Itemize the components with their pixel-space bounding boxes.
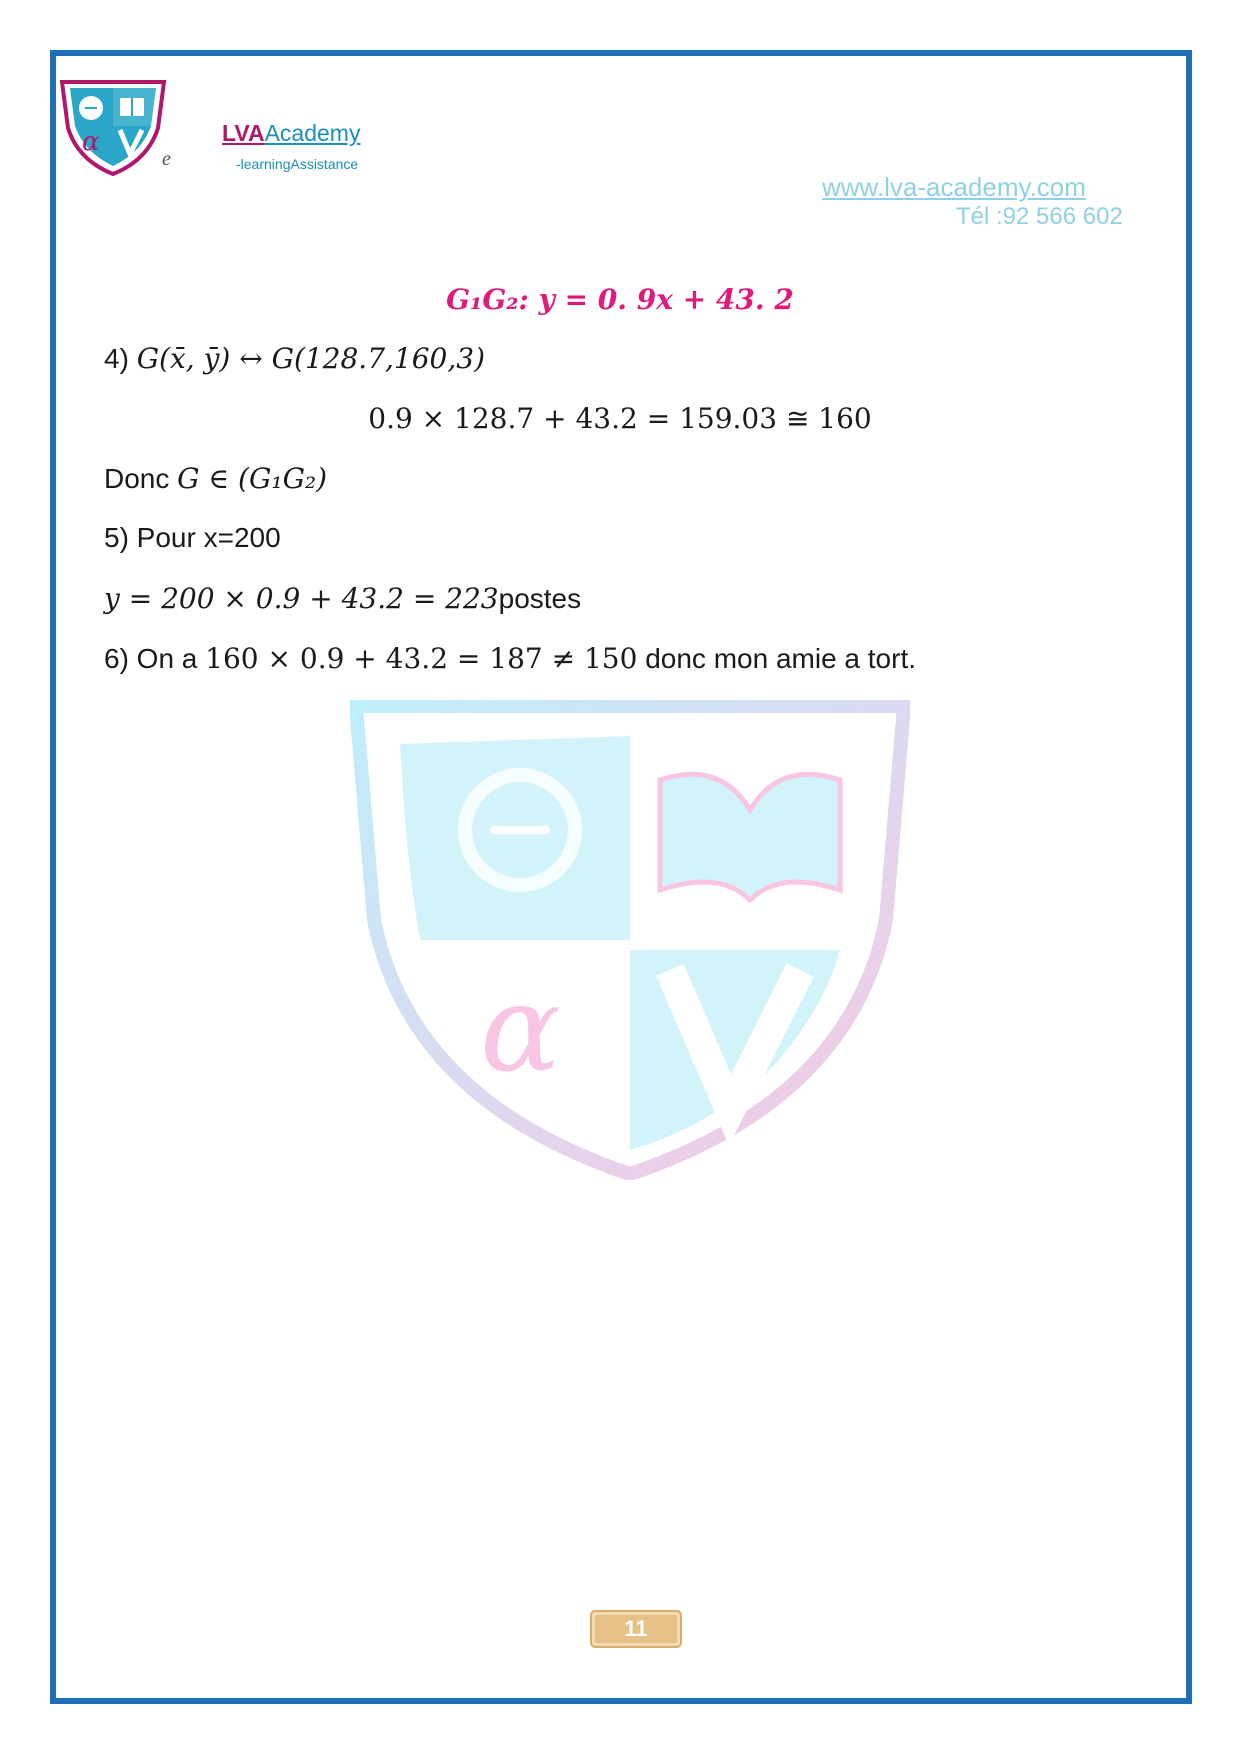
watermark-shield: [350, 700, 910, 1180]
donc-line: [104, 462, 327, 495]
svg-text:α: α: [480, 960, 562, 1099]
website-link[interactable]: www.lva-academy.com: [822, 172, 1086, 202]
svg-text:α: α: [82, 127, 100, 157]
item-6-label: 6) On a: [104, 643, 198, 674]
logo-letter: e: [162, 148, 171, 170]
item-4-math: G(x̄, ȳ) ↔ G(128.7,160,3): [136, 342, 486, 375]
donc-label: Donc: [104, 463, 170, 494]
regression-equation: G₁G₂: y = 0. 9x + 43. 2: [446, 283, 794, 316]
item-5: 5) Pour x=200: [104, 522, 281, 553]
brand-lva: LVA: [222, 120, 265, 146]
item-5-math: y = 200 × 0.9 + 43.2 = 223: [104, 582, 499, 615]
item-5-calculation: [104, 582, 581, 615]
item-4: [104, 342, 485, 375]
page-number: 11: [590, 1610, 682, 1648]
item-4-calculation: 0.9 × 128.7 + 43.2 = 159.03 ≅ 160: [368, 402, 872, 435]
item-6-math: 160 × 0.9 + 43.2 = 187 ≠ 150: [205, 642, 638, 675]
phone-number: Tél :92 566 602: [956, 203, 1123, 230]
item-6: [104, 642, 916, 675]
item-4-label: 4): [104, 343, 129, 374]
item-6-suffix: donc mon amie a tort.: [645, 643, 917, 674]
brand-academy: Academy: [264, 120, 361, 146]
item-5-suffix: postes: [498, 583, 582, 614]
brand-name: [222, 120, 360, 147]
brand-subtitle: -learningAssistance: [236, 156, 359, 172]
lva-logo: [58, 78, 168, 178]
donc-math: G ∈ (G₁G₂): [177, 462, 328, 495]
